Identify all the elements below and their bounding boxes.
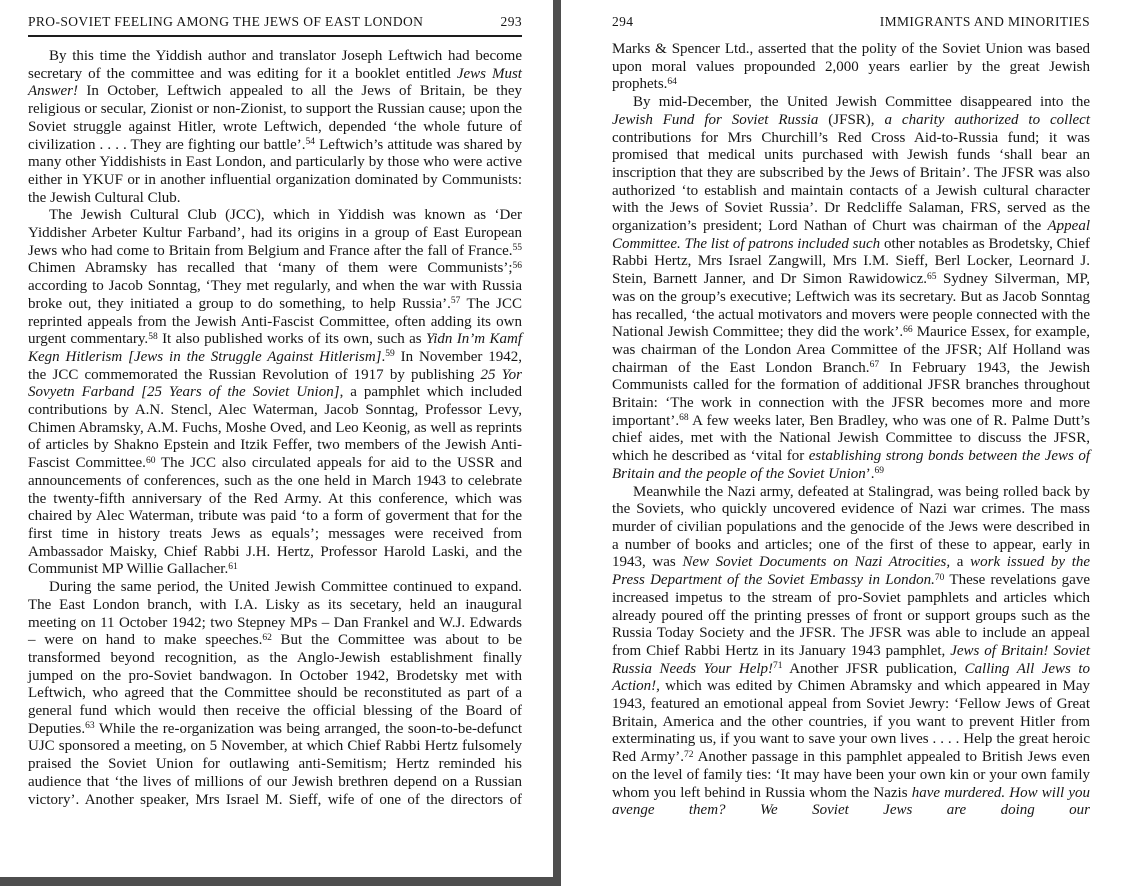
right-header-title: IMMIGRANTS AND MINORITIES: [879, 14, 1090, 29]
left-header-title: PRO-SOVIET FEELING AMONG THE JEWS OF EAST LONDON: [28, 14, 424, 29]
paragraph: The Jewish Cultural Club (JCC), which in Yiddish was known as ‘Der Yiddisher Arbeter Kultur Farband’, had its origins in a group of East European Jews who had come to Britain from Belgium and France after the fall of France.$^{55}$ Chimen Abramsky has recalled that ‘many of them were Communists’;$^{56}$ according to Jacob Sonntag, ‘They met regularly, and when the war with Russia broke out, they initiated a group to do something, to help Russia’.$^{57}$ The JCC reprinted appeals from the Jewish Anti-Fascist Committee, often adding its own urgent commentary.$^{58}$ It also published works of its own, such as Yidn In’m Kamf Kegn Hitlerism [Jews in the Struggle Against Hitlerism].$^{59}$ In November 1942, the JCC commemorated the Russian Revolution of 1917 by publishing 25 Yor Sovyetn Farband [25 Years of the Soviet Union], a pamphlet which included contributions by A.N. Stencl, Alec Waterman, Jacob Sonntag, Professor Levy, Chimen Abramsky, A.M. Fuchs, Moshe Oved, and Leo Keonig, as well as reprints of articles by Shakno Epstein and Itzik Feffer, two members of the Jewish Anti-Fascist Committee.$^{60}$ The JCC also circulated appeals for aid to the USSR and announcements of conferences, such as the one held in March 1943 to celebrate the twenty-fifth anniversary of the Red Army. At this conference, which was chaired by Alec Waterman, tribute was paid ‘to a form of goverment that for the first time in history treats Jews as equals’; messages were received from Ambassador Maisky, Chief Rabbi J.H. Hertz, Professor Harold Laski, and the Communist MP Willie Gallacher.$^{61}$: [28, 207, 523, 578]
left-page: [28, 14, 522, 809]
scan-bottom-edge: [0, 877, 556, 886]
paragraph: By mid-December, the United Jewish Committee disappeared into the Jewish Fund for Soviet Russia (JFSR), a charity authorized to collect contributions for Mrs Churchill’s Red Cross Aid-to-Russia fund; it was promised that medical units purchased with Jewish funds ‘shall bear an inscription that they are subscribed by the Jews of Britain’. The JFSR was also authorized ‘to establish and maintain contacts of a Jewish cultural character with the Jews of Soviet Russia’. Dr Redcliffe Salaman, FRS, served as the organization’s president; Lord Nathan of Churt was chairman of the Appeal Committee. The list of patrons included such other notables as Brodetsky, Chief Rabbi Hertz, Mrs Israel Zangwill, Mrs I.M. Sieff, Berl Locker, Leornard J. Stein, Barnett Janner, and Dr Simon Rawidowicz.$^{65}$ Sydney Silverman, MP, was on the group’s executive; Leftwich was its secretary. But as Jacob Sonntag has recalled, ‘the actual motivators and movers were people connected with the National Jewish Committee; they did the work’.$^{66}$ Maurice Essex, for example, was chairman of the London Area Committee of the JFSR; Alf Holland was chairman of the East London Branch.$^{67}$ In February 1943, the Jewish Communists called for the formation of additional JFSR branches throughout Britain: ‘The work in connection with the JFSR becomes more and more important’.$^{68}$ A few weeks later, Ben Bradley, who was one of R. Palme Dutt’s chief aides, met with the National Jewish Committee to discuss the JFSR, which he described as ‘vital for establishing strong bonds between the Jews of Britain and the people of the Soviet Union’.$^{69}$: [612, 94, 1091, 482]
left-page-number: 293: [500, 14, 522, 29]
paragraph: By this time the Yiddish author and translator Joseph Leftwich had become secretary of the committee and was editing for it a booklet entitled Jews Must Answer! In October, Leftwich appealed to all the Jews of Britain, be they religious or secular, Zionist or non-Zionist, to support the Russian cause; upon the Soviet struggle against Hitler, wrote Leftwich, depended ‘the whole future of civilization . . . . They are fighting our battle’.$^{54}$ Leftwich’s attitude was shared by many other Yiddishists in East London, and particularly by those who were active either in YKUF or in another influential organization dominated by Communists: the Jewish Cultural Club.: [28, 48, 522, 206]
page-gutter-divider: [553, 0, 561, 886]
paragraph: Marks & Spencer Ltd., asserted that the polity of the Soviet Union was based upon moral values propounded 2,000 years earlier by the great Jewish prophets.$^{64}$: [612, 41, 1090, 93]
left-page-paragraphs: [28, 48, 522, 809]
right-page: [612, 14, 1090, 820]
right-running-head: [612, 14, 1090, 30]
left-running-head: [28, 14, 522, 37]
right-page-paragraphs: [612, 41, 1090, 820]
paragraph: Meanwhile the Nazi army, defeated at Stalingrad, was being rolled back by the Soviets, who quickly uncovered evidence of Nazi war crimes. The mass murder of civilian populations and the genocide of the Jews were described in a number of books and articles; one of the first of these to appear, early in 1943, was New Soviet Documents on Nazi Atrocities, a work issued by the Press Department of the Soviet Embassy in London.$^{70}$ These revelations gave increased impetus to the stream of pro-Soviet pamphlets and articles which already poured off the printing presses of front or support groups such as the Russia Today Society and the JFSR. The JFSR was able to include an appeal from Chief Rabbi Hertz in its January 1943 pamphlet, Jews of Britain! Soviet Russia Needs Your Help!$^{71}$ Another JFSR publication, Calling All Jews to Action!, which was edited by Chimen Abramsky and which appeared in May 1943, featured an emotional appeal from Soviet Jewry: ‘Fellow Jews of Great Britain, America and the other countries, if you want to prevent Hitler from exterminating us, if you want to save your own lives . . . . Help the great heroic Red Army’.$^{72}$ Another passage in this pamphlet appealed to British Jews even on the level of family ties: ‘It may have been your own kin or your own family whom you left behind in Russia whom the Nazis have murdered. How will you avenge them? We Soviet Jews are doing our: [612, 483, 1091, 819]
right-page-number: 294: [612, 14, 634, 29]
paragraph: During the same period, the United Jewish Committee continued to expand. The East London branch, with I.A. Lisky as its secetary, held an inaugural meeting on 11 October 1942; two Stepney MPs – Dan Frankel and W.J. Edwards – were on hand to make speeches.$^{62}$ But the Committee was about to be transformed beyond recognition, as the Anglo-Jewish establishment finally jumped on the pro-Soviet bandwagon. In October 1942, Brodetsky met with Leftwich, who agreed that the Committee should be reconstituted as part of a general fund which would then receive the official blessing of the Board of Deputies.$^{63}$ While the re-organization was being arranged, the soon-to-be-defunct UJC sponsored a meeting, on 5 November, at which Chief Rabbi Hertz fulsomely praised the Soviet Union for outlawing anti-Semitism; Hertz reminded his audience that ‘the lives of millions of our Jewish brethren depend on a Russian victory’. Another speaker, Mrs Israel M. Sieff, wife of one of the directors of: [28, 579, 522, 808]
